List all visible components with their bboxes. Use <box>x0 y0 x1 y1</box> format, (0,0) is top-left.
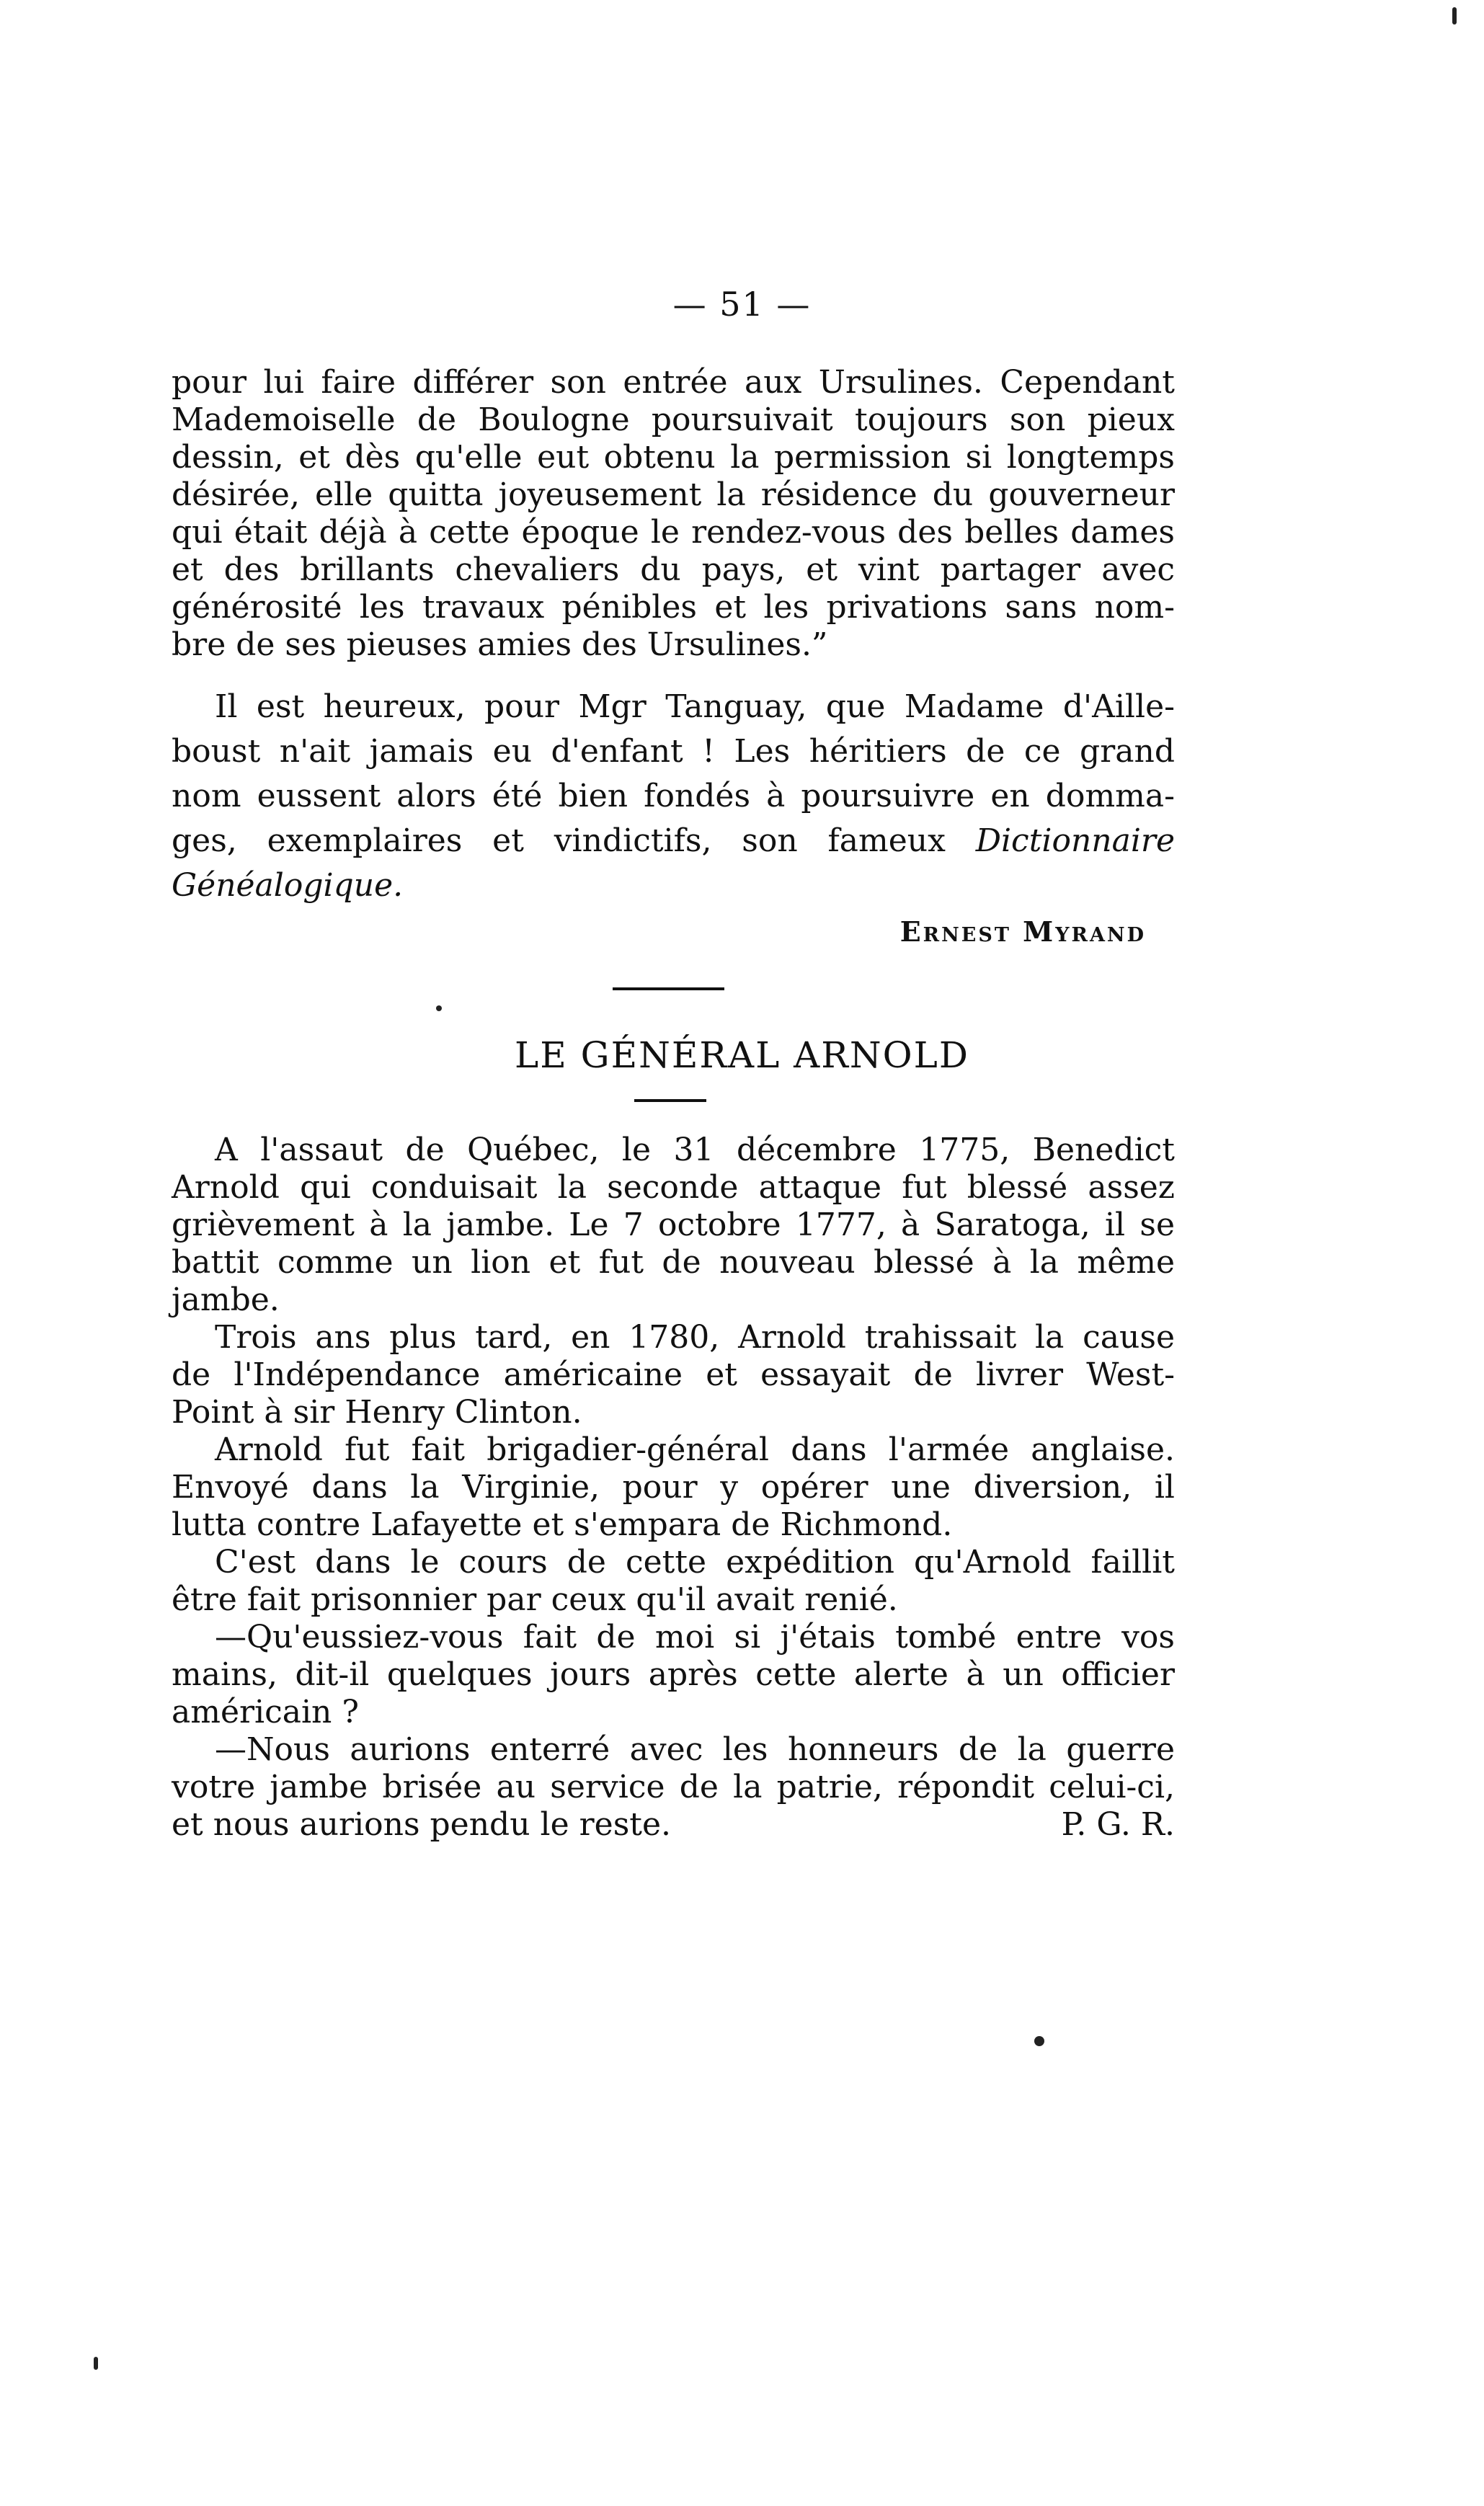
author-signature: Ernest Myrand <box>899 915 1146 948</box>
text-line: nom eussent alors été bien fondés à poursuivre en domma- <box>172 778 1175 814</box>
ink-speck <box>436 1005 442 1011</box>
title-underline <box>634 1099 706 1102</box>
comment-paragraph <box>172 685 1175 908</box>
text-line: Il est heureux, pour Mgr Tanguay, que Madame d'Aille- <box>215 688 1175 725</box>
text-line: Arnold qui conduisait la seconde attaque fut blessé assez <box>172 1169 1175 1206</box>
text-line: être fait prisonnier par ceux qu'il avait renié. <box>172 1581 898 1618</box>
page-number: — 51 — <box>672 285 812 324</box>
text-line: A l'assaut de Québec, le 31 décembre 1775, Benedict <box>215 1132 1175 1168</box>
text-line-end: et nous aurions pendu le reste. <box>172 1806 671 1843</box>
text-line: de l'Indépendance américaine et essayait de livrer West- <box>172 1356 1175 1393</box>
text-line <box>172 819 1175 863</box>
text-line <box>172 1806 1175 1844</box>
text-line: lutta contre Lafayette et s'empara de Richmond. <box>172 1506 953 1543</box>
article-body <box>172 1132 1175 1844</box>
text-line: Envoyé dans la Virginie, pour y opérer une diversion, il <box>172 1469 1175 1506</box>
text-line: boust n'ait jamais eu d'enfant ! Les héritiers de ce grand <box>172 733 1175 770</box>
book-title: Dictionnaire <box>975 822 1175 859</box>
ink-speck <box>1452 7 1457 25</box>
text-line: battit comme un lion et fut de nouveau blessé à la même <box>172 1244 1175 1281</box>
text-line: —Qu'eussiez-vous fait de moi si j'étais tombé entre vos <box>215 1619 1175 1656</box>
text-line: —Nous aurions enterré avec les honneurs de la guerre <box>215 1731 1175 1768</box>
text-line: jambe. <box>172 1281 280 1318</box>
text-line: qui était déjà à cette époque le rendez-vous des belles dames <box>172 514 1175 551</box>
ink-speck <box>1034 2036 1044 2046</box>
book-title-continued: Généalogique. <box>172 867 404 904</box>
text-line: mains, dit-il quelques jours après cette alerte à un officier <box>172 1656 1175 1693</box>
text-line: et des brillants chevaliers du pays, et vint partager avec <box>172 551 1175 588</box>
section-divider <box>613 987 724 990</box>
text-line: bre de ses pieuses amies des Ursulines.” <box>172 626 828 663</box>
text-line: dessin, et dès qu'elle eut obtenu la permission si longtemps <box>172 439 1175 476</box>
quote-continuation <box>172 364 1175 664</box>
text-line: Trois ans plus tard, en 1780, Arnold trahissait la cause <box>215 1319 1175 1356</box>
text-line: grièvement à la jambe. Le 7 octobre 1777, à Saratoga, il se <box>172 1207 1175 1243</box>
text-line: C'est dans le cours de cette expédition qu'Arnold faillit <box>215 1544 1175 1581</box>
text-line: américain ? <box>172 1694 359 1730</box>
text-line: Arnold fut fait brigadier-général dans l'armée anglaise. <box>215 1431 1175 1468</box>
text-line: votre jambe brisée au service de la patrie, répondit celui-ci, <box>172 1769 1175 1805</box>
article-title: LE GÉNÉRAL ARNOLD <box>515 1034 969 1076</box>
text-line: Mademoiselle de Boulogne poursuivait toujours son pieux <box>172 401 1175 438</box>
text-line: générosité les travaux pénibles et les privations sans nom- <box>172 589 1175 626</box>
ink-speck <box>94 2357 98 2370</box>
text-line: pour lui faire différer son entrée aux Ursulines. Cependant <box>172 364 1175 401</box>
text-line-start: ges, exemplaires et vindictifs, son fameux <box>172 822 946 859</box>
author-initials: P. G. R. <box>1061 1806 1175 1843</box>
text-line: Point à sir Henry Clinton. <box>172 1394 582 1431</box>
text-line: désirée, elle quitta joyeusement la résidence du gouverneur <box>172 476 1175 513</box>
